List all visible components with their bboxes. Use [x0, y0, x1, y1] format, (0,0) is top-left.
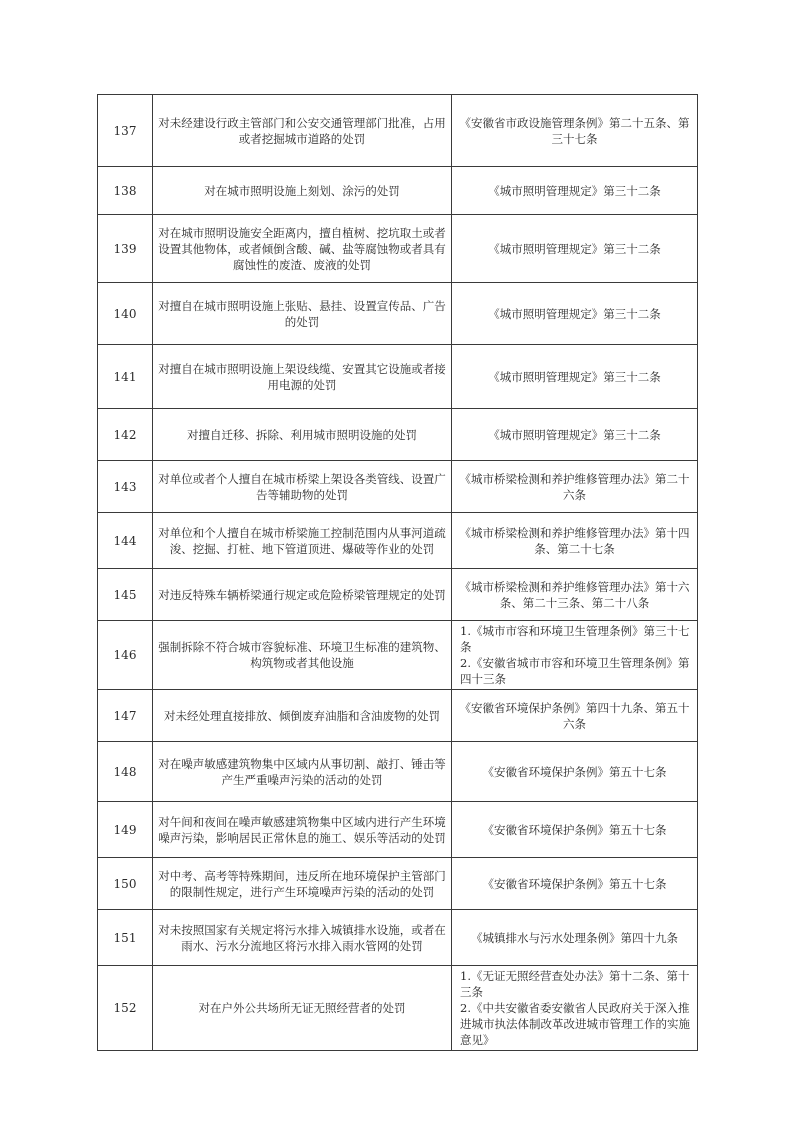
- legal-basis: [452, 621, 698, 690]
- legal-basis: [452, 167, 698, 215]
- legal-basis-line: 《城市照明管理规定》第三十二条: [488, 241, 661, 256]
- table-row: [98, 742, 698, 802]
- legal-basis-line: 《安徽省环境保护条例》第五十七条: [482, 876, 667, 891]
- table-row: [98, 95, 698, 167]
- legal-basis: [452, 95, 698, 167]
- legal-basis-line: 《城市桥梁检测和养护维修管理办法》第十四条、第二十七条: [459, 525, 690, 556]
- penalty-item-description: 对在噪声敏感建筑物集中区域内从事切割、敲打、锤击等产生严重噪声污染的活动的处罚: [153, 742, 452, 802]
- table-row: [98, 513, 698, 569]
- item-number: 152: [98, 966, 153, 1051]
- legal-basis-line: 《城市桥梁检测和养护维修管理办法》第二十六条: [459, 471, 690, 502]
- table-row: [98, 690, 698, 742]
- table-row: [98, 910, 698, 966]
- legal-basis: [452, 215, 698, 283]
- legal-basis-line: 《城市桥梁检测和养护维修管理办法》第十六条、第二十三条、第二十八条: [459, 579, 690, 610]
- legal-basis-line: 《城市照明管理规定》第三十二条: [488, 306, 661, 321]
- legal-basis: [452, 461, 698, 513]
- legal-basis: [452, 966, 698, 1051]
- legal-basis: [452, 742, 698, 802]
- legal-basis: [452, 513, 698, 569]
- item-number: 140: [98, 283, 153, 345]
- legal-basis-line: 《城市照明管理规定》第三十二条: [488, 369, 661, 384]
- penalty-item-description: 对擅自在城市照明设施上张贴、悬挂、设置宣传品、广告的处罚: [153, 283, 452, 345]
- penalty-item-description: 对违反特殊车辆桥梁通行规定或危险桥梁管理规定的处罚: [153, 569, 452, 621]
- legal-basis-line: 《城镇排水与污水处理条例》第四十九条: [471, 930, 678, 945]
- item-number: 145: [98, 569, 153, 621]
- item-number: 147: [98, 690, 153, 742]
- legal-basis: [452, 802, 698, 858]
- table-row: [98, 858, 698, 910]
- legal-basis-line: 《安徽省环境保护条例》第五十七条: [482, 822, 667, 837]
- item-number: 142: [98, 409, 153, 461]
- penalty-item-description: 对在城市照明设施上刻划、涂污的处罚: [153, 167, 452, 215]
- legal-basis: [452, 345, 698, 409]
- penalty-item-description: 对未经建设行政主管部门和公安交通管理部门批准，占用或者挖掘城市道路的处罚: [153, 95, 452, 167]
- item-number: 148: [98, 742, 153, 802]
- table-row: [98, 621, 698, 690]
- table-row: [98, 802, 698, 858]
- penalty-item-description: 对在城市照明设施安全距离内，擅自植树、挖坑取土或者设置其他物体，或者倾倒含酸、碱、盐等腐蚀物或者具有腐蚀性的废渣、废液的处罚: [153, 215, 452, 283]
- penalty-item-description: 对擅自迁移、拆除、利用城市照明设施的处罚: [153, 409, 452, 461]
- item-number: 149: [98, 802, 153, 858]
- table-row: [98, 167, 698, 215]
- item-number: 151: [98, 910, 153, 966]
- legal-basis: [452, 690, 698, 742]
- item-number: 138: [98, 167, 153, 215]
- legal-basis-line: 《城市照明管理规定》第三十二条: [488, 183, 661, 198]
- penalty-item-description: 强制拆除不符合城市容貌标准、环境卫生标准的建筑物、构筑物或者其他设施: [153, 621, 452, 690]
- item-number: 146: [98, 621, 153, 690]
- penalty-item-description: 对单位或者个人擅自在城市桥梁上架设各类管线、设置广告等辅助物的处罚: [153, 461, 452, 513]
- table-row: [98, 283, 698, 345]
- legal-basis-line: 2.《安徽省城市市容和环境卫生管理条例》第四十三条: [460, 656, 690, 686]
- penalty-item-description: 对在户外公共场所无证无照经营者的处罚: [153, 966, 452, 1051]
- legal-basis-line: 《安徽省环境保护条例》第五十七条: [482, 764, 667, 779]
- legal-basis-line: 《安徽省环境保护条例》第四十九条、第五十六条: [459, 700, 690, 731]
- table-row: [98, 966, 698, 1051]
- legal-basis-line: 《安徽省市政设施管理条例》第二十五条、第三十七条: [459, 115, 690, 146]
- legal-basis-line: 1.《无证无照经营查处办法》第十二条、第十三条: [460, 969, 690, 999]
- table-body: [98, 95, 698, 1051]
- penalty-item-description: 对未经处理直接排放、倾倒废弃油脂和含油废物的处罚: [153, 690, 452, 742]
- item-number: 143: [98, 461, 153, 513]
- table-row: [98, 461, 698, 513]
- legal-basis-line: 2.《中共安徽省委安徽省人民政府关于深入推进城市执法体制改革改进城市管理工作的实施意见》: [460, 1001, 690, 1047]
- penalty-items-table: [97, 94, 698, 1051]
- table-row: [98, 569, 698, 621]
- table-row: [98, 215, 698, 283]
- legal-basis: [452, 858, 698, 910]
- item-number: 137: [98, 95, 153, 167]
- legal-basis: [452, 569, 698, 621]
- legal-basis: [452, 283, 698, 345]
- penalty-item-description: 对单位和个人擅自在城市桥梁施工控制范围内从事河道疏浚、挖掘、打桩、地下管道顶进、爆破等作业的处罚: [153, 513, 452, 569]
- legal-basis-line: 1.《城市市容和环境卫生管理条例》第三十七条: [460, 624, 690, 654]
- table-row: [98, 345, 698, 409]
- table-row: [98, 409, 698, 461]
- item-number: 141: [98, 345, 153, 409]
- item-number: 150: [98, 858, 153, 910]
- item-number: 139: [98, 215, 153, 283]
- legal-basis-line: 《城市照明管理规定》第三十二条: [488, 427, 661, 442]
- penalty-item-description: 对中考、高考等特殊期间，违反所在地环境保护主管部门的限制性规定，进行产生环境噪声污染的活动的处罚: [153, 858, 452, 910]
- legal-basis: [452, 409, 698, 461]
- penalty-item-description: 对午间和夜间在噪声敏感建筑物集中区域内进行产生环境噪声污染，影响居民正常休息的施工、娱乐等活动的处罚: [153, 802, 452, 858]
- item-number: 144: [98, 513, 153, 569]
- penalty-item-description: 对未按照国家有关规定将污水排入城镇排水设施，或者在雨水、污水分流地区将污水排入雨水管网的处罚: [153, 910, 452, 966]
- penalty-item-description: 对擅自在城市照明设施上架设线缆、安置其它设施或者接用电源的处罚: [153, 345, 452, 409]
- legal-basis: [452, 910, 698, 966]
